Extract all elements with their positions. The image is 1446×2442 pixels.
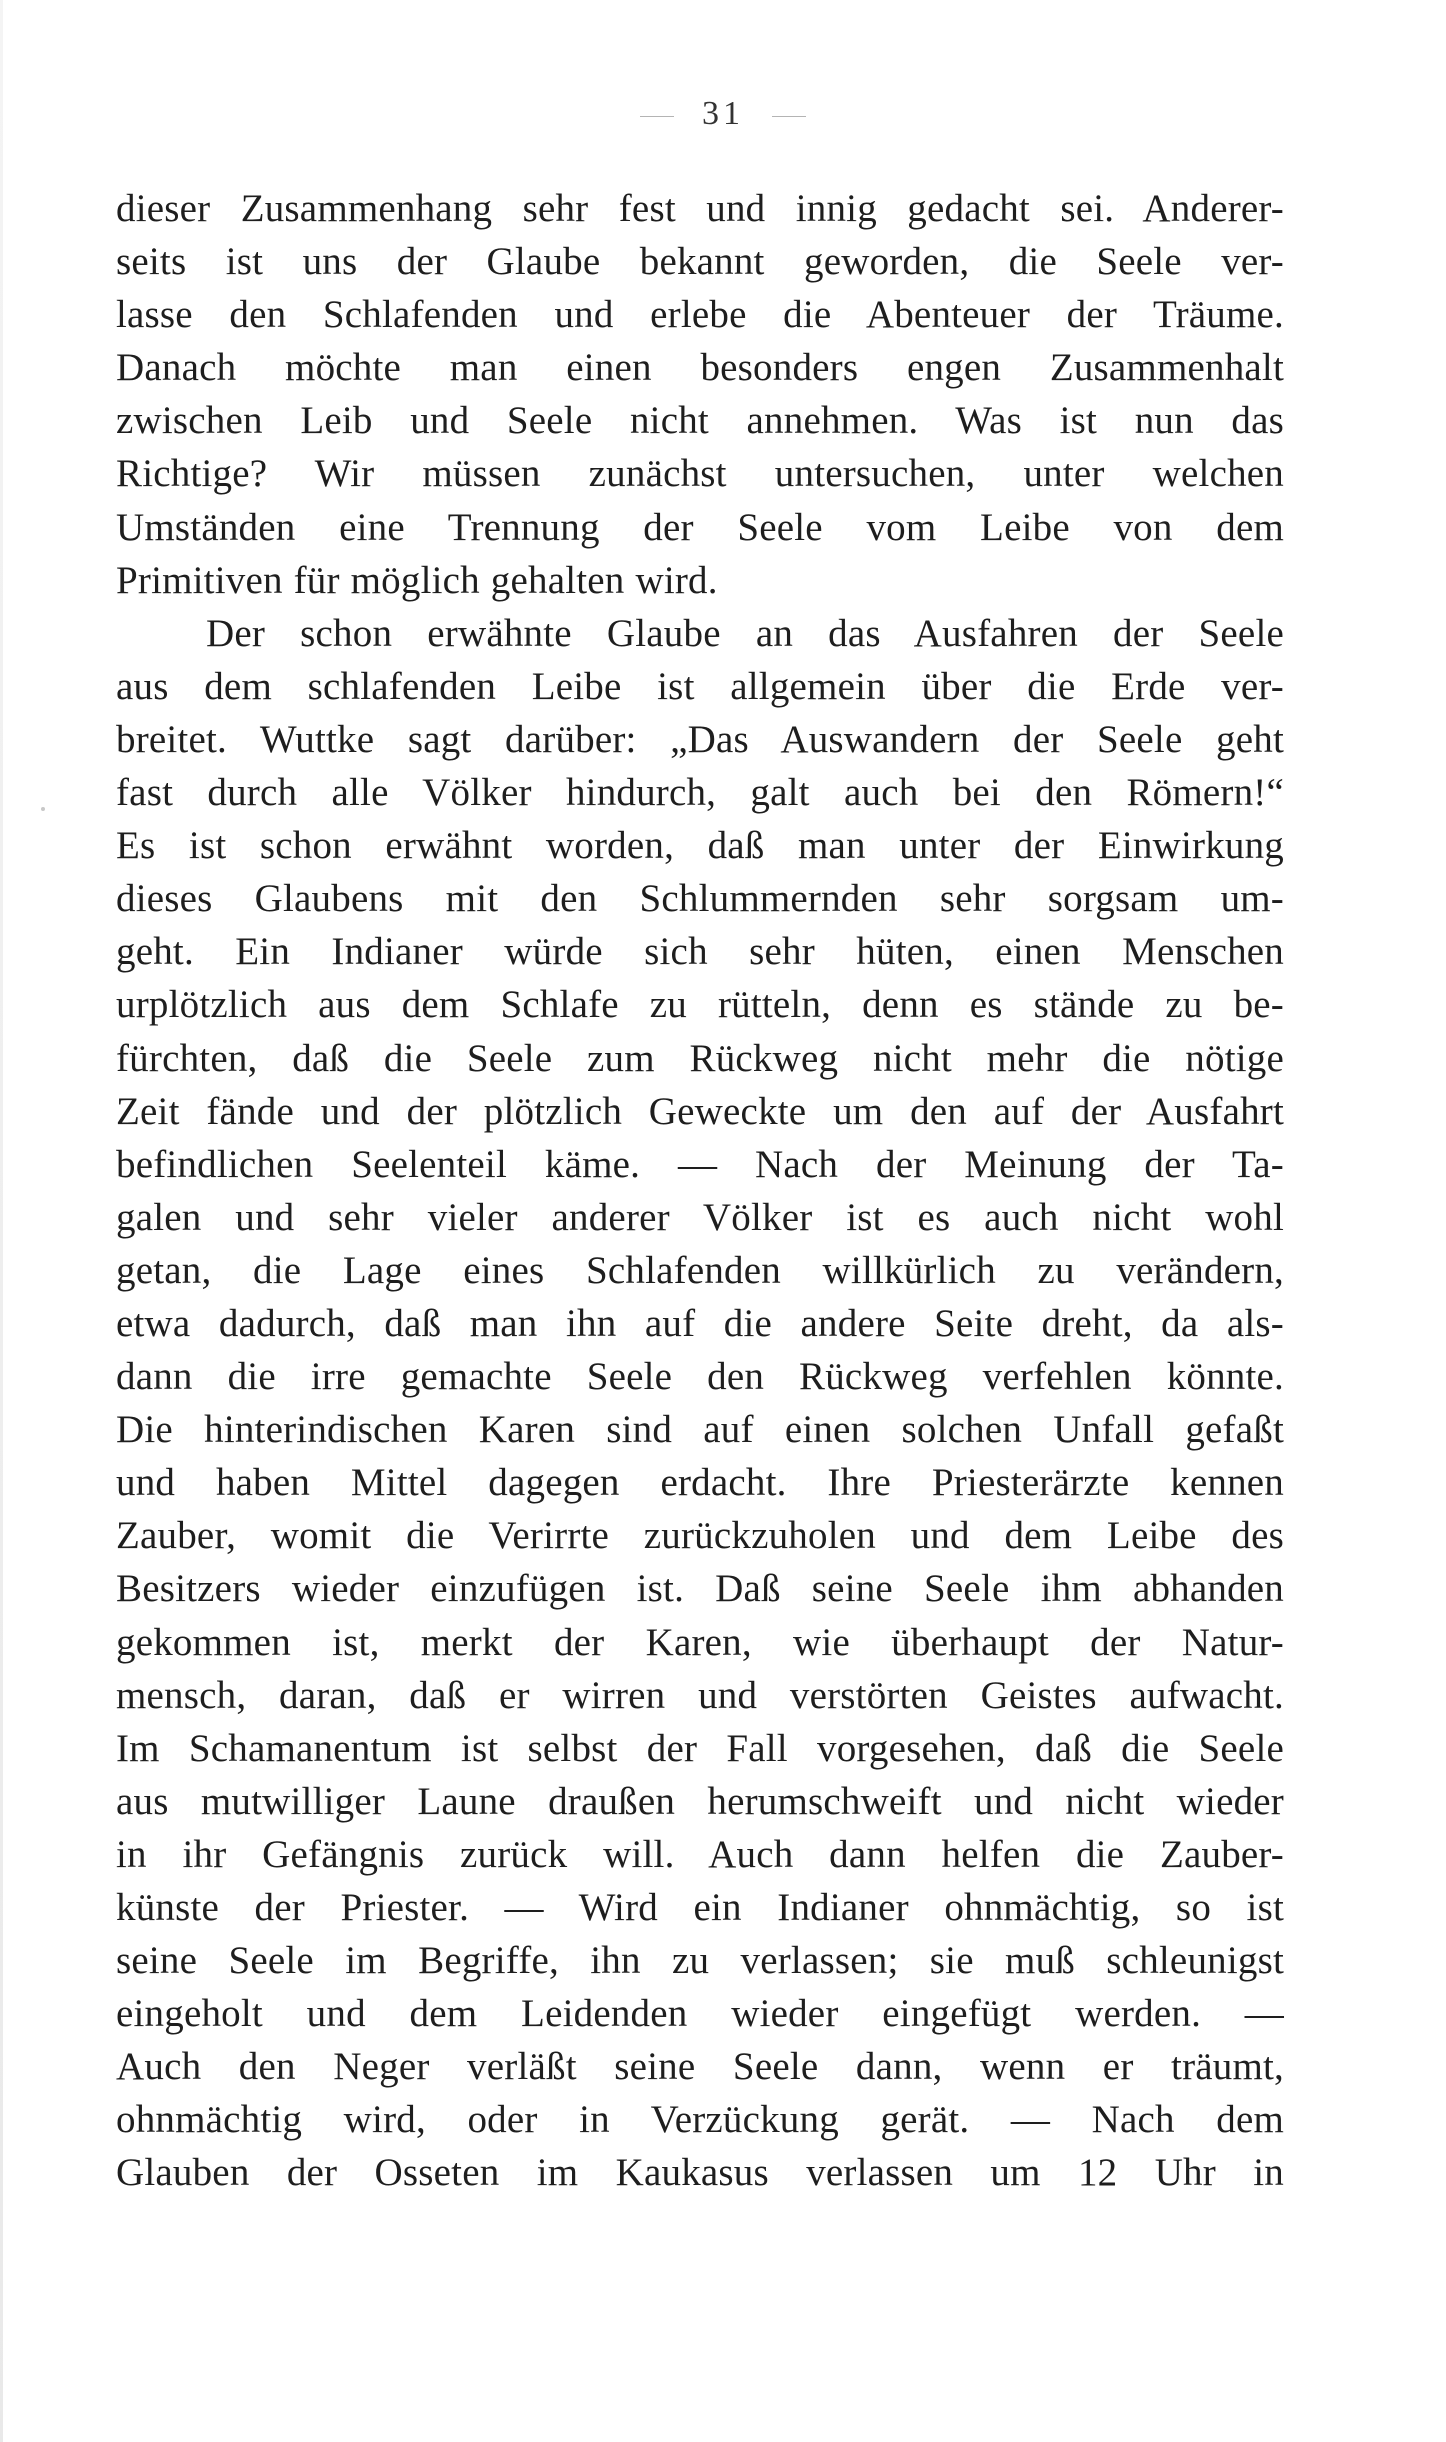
text-line: Es ist schon erwähnt worden, daß man unter der Einwirkung (116, 824, 1284, 868)
body-text (116, 182, 1284, 2200)
text-line: befindlichen Seelenteil käme. — Nach der Meinung der Ta- (116, 1142, 1284, 1186)
text-line-paragraph-start: Der schon erwähnte Glaube an das Ausfahren der Seele (206, 611, 1284, 655)
page-number: 31 (702, 95, 744, 132)
text-line: aus dem schlafenden Leibe ist allgemein über die Erde ver- (116, 664, 1284, 708)
text-line: Umständen eine Trennung der Seele vom Leibe von dem (116, 505, 1284, 549)
text-line: dann die irre gemachte Seele den Rückweg verfehlen könnte. (116, 1355, 1284, 1399)
text-line: künste der Priester. — Wird ein Indianer ohnmächtig, so ist (116, 1886, 1284, 1929)
text-line: dieses Glaubens mit den Schlummernden sehr sorgsam um- (116, 877, 1284, 921)
text-line: galen und sehr vieler anderer Völker ist es auch nicht wohl (116, 1195, 1284, 1239)
text-line: seits ist uns der Glaube bekannt geworden, die Seele ver- (116, 240, 1284, 284)
page-header (0, 94, 1446, 134)
text-line: breitet. Wuttke sagt darüber: „Das Auswandern der Seele geht (116, 717, 1284, 761)
text-line: seine Seele im Begriffe, ihn zu verlassen; sie muß schleunigst (116, 1939, 1284, 1983)
text-line: Besitzers wieder einzufügen ist. Daß seine Seele ihm abhanden (116, 1567, 1284, 1611)
text-line: und haben Mittel dagegen erdacht. Ihre Priesterärzte kennen (116, 1461, 1284, 1505)
header-dash-left (640, 116, 674, 117)
text-line: geht. Ein Indianer würde sich sehr hüten, einen Menschen (116, 930, 1284, 974)
text-line: Richtige? Wir müssen zunächst untersuchen, unter welchen (116, 452, 1284, 496)
text-line: Primitiven für möglich gehalten wird. (116, 558, 718, 602)
text-line: Die hinterindischen Karen sind auf einen solchen Unfall gefaßt (116, 1408, 1284, 1452)
text-line: Zeit fände und der plötzlich Geweckte um den auf der Ausfahrt (116, 1089, 1284, 1133)
text-line: Auch den Neger verläßt seine Seele dann, wenn er träumt, (116, 2045, 1284, 2089)
text-line: mensch, daran, daß er wirren und verstörten Geistes aufwacht. (116, 1673, 1284, 1717)
text-line: Zauber, womit die Verirrte zurückzuholen und dem Leibe des (116, 1514, 1284, 1558)
text-line: aus mutwilliger Laune draußen herumschweift und nicht wieder (116, 1779, 1284, 1823)
text-line: lasse den Schlafenden und erlebe die Abenteuer der Träume. (116, 293, 1284, 337)
text-line: gekommen ist, merkt der Karen, wie überhaupt der Natur- (116, 1620, 1284, 1664)
text-line: etwa dadurch, daß man ihn auf die andere Seite dreht, da als- (116, 1301, 1284, 1345)
header-dash-right (772, 116, 806, 117)
text-line: ohnmächtig wird, oder in Verzückung gerät. — Nach dem (116, 2098, 1284, 2142)
text-line: in ihr Gefängnis zurück will. Auch dann helfen die Zauber- (116, 1832, 1284, 1876)
text-line: eingeholt und dem Leidenden wieder eingefügt werden. — (116, 1992, 1284, 2036)
scan-edge (0, 0, 3, 2442)
text-line: Glauben der Osseten im Kaukasus verlassen um 12 Uhr in (116, 2151, 1284, 2195)
text-line: fast durch alle Völker hindurch, galt auch bei den Römern!“ (116, 771, 1284, 815)
text-line: urplötzlich aus dem Schlafe zu rütteln, denn es stände zu be- (116, 983, 1284, 1027)
text-line: Im Schamanentum ist selbst der Fall vorgesehen, daß die Seele (116, 1726, 1284, 1770)
text-line: dieser Zusammenhang sehr fest und innig gedacht sei. Anderer- (116, 187, 1284, 230)
text-line: getan, die Lage eines Schlafenden willkürlich zu verändern, (116, 1248, 1284, 1292)
scan-speck (41, 807, 45, 811)
text-line: Danach möchte man einen besonders engen Zusammenhalt (116, 346, 1284, 390)
text-line: zwischen Leib und Seele nicht annehmen. Was ist nun das (116, 399, 1284, 443)
text-line: fürchten, daß die Seele zum Rückweg nicht mehr die nötige (116, 1036, 1284, 1080)
